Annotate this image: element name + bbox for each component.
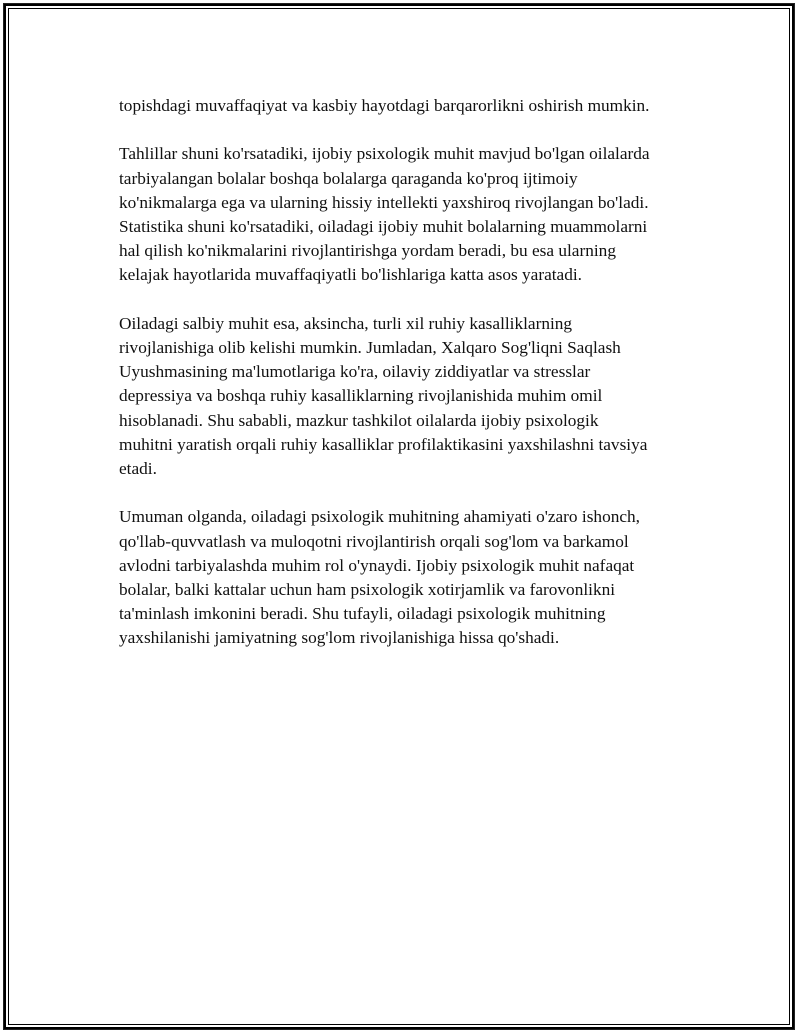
paragraph-4: Umuman olganda, oiladagi psixologik muhitning ahamiyati o'zaro ishonch, qo'llab-quvvatlash va muloqotni rivojlantirish orqali sog'lom va barkamol avlodni tarbiyalashda muhim rol o'ynaydi. Ijobiy psixologik muhit nafaqat bolalar, balki kattalar uchun ham psixologik xotirjamlik va farovonlikni ta'minlash imkonini beradi. Shu tufayli, oiladagi psixologik muhitning yaxshilanishi jamiyatning sog'lom rivojlanishiga hissa qo'shadi.	[119, 507, 640, 648]
paragraph-1: topishdagi muvaffaqiyat va kasbiy hayotdagi barqarorlikni oshirish mumkin.	[119, 96, 650, 115]
paragraph-2: Tahlillar shuni ko'rsatadiki, ijobiy psixologik muhit mavjud bo'lgan oilalarda tarbiyalangan bolalar boshqa bolalarga qaraganda ko'proq ijtimoiy ko'nikmalarga ega va ularning hissiy intellekti yaxshiroq rivojlangan bo'ladi. Statistika shuni ko'rsatadiki, oiladagi ijobiy muhit bolalarning muammolarni hal qilish ko'nikmalarini rivojlantirishga yordam beradi, bu esa ularning kelajak hayotlarida muvaffaqiyatli bo'lishlariga katta asos yaratadi.	[119, 144, 650, 285]
page-border	[4, 4, 794, 1029]
document-body	[119, 94, 709, 675]
paragraph-3: Oiladagi salbiy muhit esa, aksincha, turli xil ruhiy kasalliklarning rivojlanishiga olib kelishi mumkin. Jumladan, Xalqaro Sog'liqni Saqlash Uyushmasining ma'lumotlariga ko'ra, oilaviy ziddiyatlar va stresslar depressiya va boshqa ruhiy kasalliklarning rivojlanishida muhim omil hisoblanadi. Shu sababli, mazkur tashkilot oilalarda ijobiy psixologik muhitni yaratish orqali ruhiy kasalliklar profilaktikasini yaxshilashni tavsiya etadi.	[119, 313, 648, 479]
